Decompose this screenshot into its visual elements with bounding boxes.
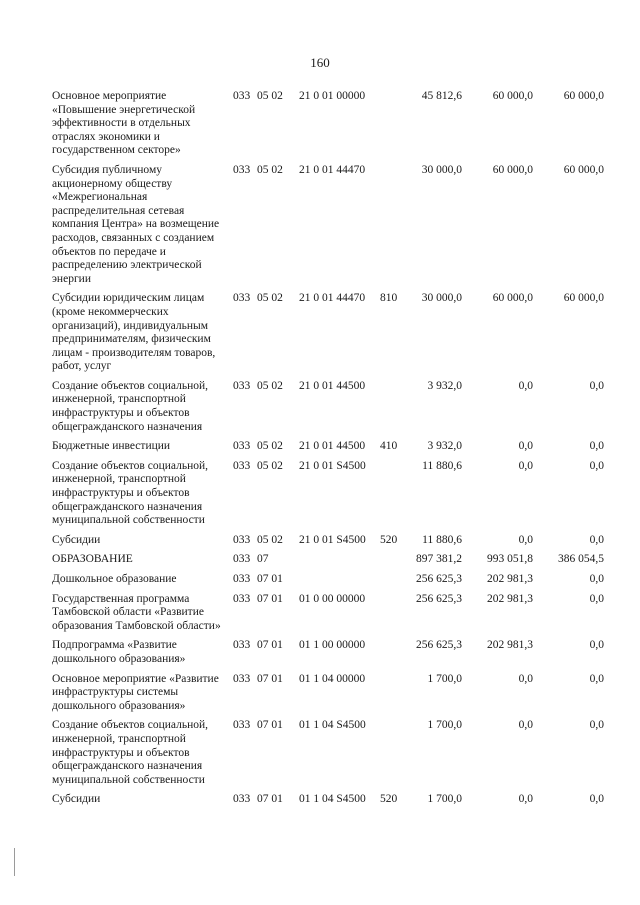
row-name: Субсидии (52, 533, 101, 546)
section-code: 05 02 (257, 90, 283, 102)
amount-year-3: 0,0 (589, 573, 604, 585)
admin-code: 033 (233, 292, 251, 305)
amount-year-1: 1 700,0 (427, 719, 462, 732)
target-article-code: 21 0 01 44500 (299, 440, 366, 453)
table-row (52, 593, 620, 634)
expense-type-code: 410 (380, 440, 398, 453)
amount-year-1: 11 880,6 (422, 459, 462, 472)
amount-year-1: 897 381,2 (416, 553, 462, 566)
section-code: 07 (257, 553, 269, 566)
amount-year-3: 0,0 (589, 440, 604, 453)
amount-year-2: 0,0 (518, 379, 533, 392)
target-article-code: 01 1 04 S4500 (299, 793, 366, 806)
table-row (52, 793, 620, 807)
admin-code: 033 (233, 672, 251, 685)
section-code: 05 02 (257, 533, 283, 546)
amount-year-1: 3 932,0 (427, 440, 462, 453)
section-code: 07 01 (257, 793, 283, 806)
row-name: Основное мероприятие «Повышение энергетической эффективности в отдельных отраслях экономики и государственном секторе» (52, 90, 196, 157)
amount-year-2: 0,0 (518, 533, 533, 546)
section-code: 07 01 (257, 719, 283, 732)
amount-year-3: 386 054,5 (558, 553, 604, 566)
table-row (52, 460, 620, 528)
table-row (52, 90, 620, 158)
section-code: 07 01 (257, 672, 283, 685)
amount-year-3: 0,0 (589, 379, 604, 392)
section-code: 05 02 (257, 163, 283, 176)
amount-year-3: 0,0 (589, 459, 604, 472)
admin-code: 033 (233, 793, 251, 806)
target-article-code: 01 0 00 00000 (299, 592, 366, 605)
table-row (52, 534, 620, 548)
expense-type-code: 520 (380, 793, 398, 806)
page-number: 160 (310, 55, 330, 70)
admin-code: 033 (233, 553, 251, 566)
target-article-code: 21 0 01 00000 (299, 90, 366, 102)
amount-year-1: 1 700,0 (427, 793, 462, 806)
row-name: Подпрограмма «Развитие дошкольного образования» (52, 639, 186, 665)
amount-year-2: 0,0 (518, 672, 533, 685)
section-code: 05 02 (257, 459, 283, 472)
amount-year-2: 0,0 (518, 719, 533, 732)
row-name: Основное мероприятие «Развитие инфраструктуры системы дошкольного образования» (52, 672, 219, 712)
amount-year-3: 0,0 (589, 639, 604, 652)
amount-year-2: 0,0 (518, 793, 533, 806)
amount-year-1: 30 000,0 (421, 163, 462, 176)
row-name: Дошкольное образование (52, 573, 177, 585)
row-name: Субсидии (52, 793, 101, 806)
amount-year-2: 60 000,0 (492, 292, 533, 305)
amount-year-2: 993 051,8 (487, 553, 533, 566)
amount-year-3: 0,0 (589, 672, 604, 685)
amount-year-2: 0,0 (518, 440, 533, 453)
target-article-code: 21 0 01 44470 (299, 292, 366, 305)
admin-code: 033 (233, 719, 251, 732)
target-article-code: 01 1 00 00000 (299, 639, 366, 652)
amount-year-2: 202 981,3 (487, 573, 533, 585)
row-name: Государственная программа Тамбовской области «Развитие образования Тамбовской области» (52, 592, 221, 632)
row-name: Субсидия публичному акционерному обществу «Межрегиональная распределительная сетевая компания Центра» на возмещение расходов, связанных с созданием объектов по передаче и распределению электрической энергии (52, 163, 220, 285)
row-name: Создание объектов социальной, инженерной, транспортной инфраструктуры и объектов общегражданского назначения муниципальной собственности (52, 459, 209, 527)
expense-type-code: 810 (380, 292, 398, 305)
target-article-code: 01 1 04 00000 (299, 672, 366, 685)
admin-code: 033 (233, 639, 251, 652)
amount-year-3: 60 000,0 (563, 90, 604, 102)
table-row (52, 673, 620, 714)
amount-year-1: 3 932,0 (427, 379, 462, 392)
row-name: Субсидии юридическим лицам (кроме некоммерческих организаций), индивидуальным предпринимателям, физическим лицам - производителям товаров, работ, услуг (52, 292, 216, 373)
admin-code: 033 (233, 163, 251, 176)
amount-year-3: 60 000,0 (563, 163, 604, 176)
scan-mark (14, 848, 15, 876)
amount-year-3: 0,0 (589, 719, 604, 732)
section-code: 05 02 (257, 379, 283, 392)
admin-code: 033 (233, 379, 251, 392)
table-row (52, 440, 620, 454)
amount-year-1: 1 700,0 (427, 672, 462, 685)
section-code: 05 02 (257, 292, 283, 305)
table-row (52, 380, 620, 434)
admin-code: 033 (233, 90, 251, 102)
amount-year-2: 60 000,0 (492, 90, 533, 102)
section-code: 07 01 (257, 639, 283, 652)
amount-year-1: 256 625,3 (416, 639, 462, 652)
amount-year-1: 256 625,3 (416, 573, 462, 585)
amount-year-2: 202 981,3 (487, 639, 533, 652)
amount-year-3: 60 000,0 (563, 292, 604, 305)
row-name: Бюджетные инвестиции (52, 440, 171, 453)
table-row (52, 553, 620, 567)
amount-year-1: 256 625,3 (416, 592, 462, 605)
amount-year-3: 0,0 (589, 533, 604, 546)
table-row (52, 292, 620, 374)
admin-code: 033 (233, 573, 251, 585)
row-name: Создание объектов социальной, инженерной, транспортной инфраструктуры и объектов общегражданского назначения (52, 379, 209, 433)
expense-type-code: 520 (380, 533, 398, 546)
row-name: ОБРАЗОВАНИЕ (52, 553, 133, 566)
table-row (52, 639, 620, 666)
target-article-code: 21 0 01 44470 (299, 163, 366, 176)
admin-code: 033 (233, 592, 251, 605)
amount-year-2: 202 981,3 (487, 592, 533, 605)
amount-year-1: 11 880,6 (422, 533, 462, 546)
target-article-code: 21 0 01 S4500 (299, 533, 366, 546)
row-name: Создание объектов социальной, инженерной, транспортной инфраструктуры и объектов общегражданского назначения муниципальной собственности (52, 719, 209, 786)
section-code: 07 01 (257, 592, 283, 605)
target-article-code: 21 0 01 44500 (299, 379, 366, 392)
admin-code: 033 (233, 533, 251, 546)
target-article-code: 01 1 04 S4500 (299, 719, 366, 732)
table-row (52, 573, 620, 587)
section-code: 05 02 (257, 440, 283, 453)
table-row (52, 719, 620, 787)
amount-year-1: 30 000,0 (421, 292, 462, 305)
budget-table (52, 90, 620, 813)
amount-year-2: 60 000,0 (492, 163, 533, 176)
amount-year-3: 0,0 (589, 592, 604, 605)
admin-code: 033 (233, 440, 251, 453)
amount-year-2: 0,0 (518, 459, 533, 472)
target-article-code: 21 0 01 S4500 (299, 459, 366, 472)
admin-code: 033 (233, 459, 251, 472)
table-row (52, 164, 620, 286)
section-code: 07 01 (257, 573, 283, 585)
amount-year-1: 45 812,6 (421, 90, 462, 102)
amount-year-3: 0,0 (589, 793, 604, 806)
